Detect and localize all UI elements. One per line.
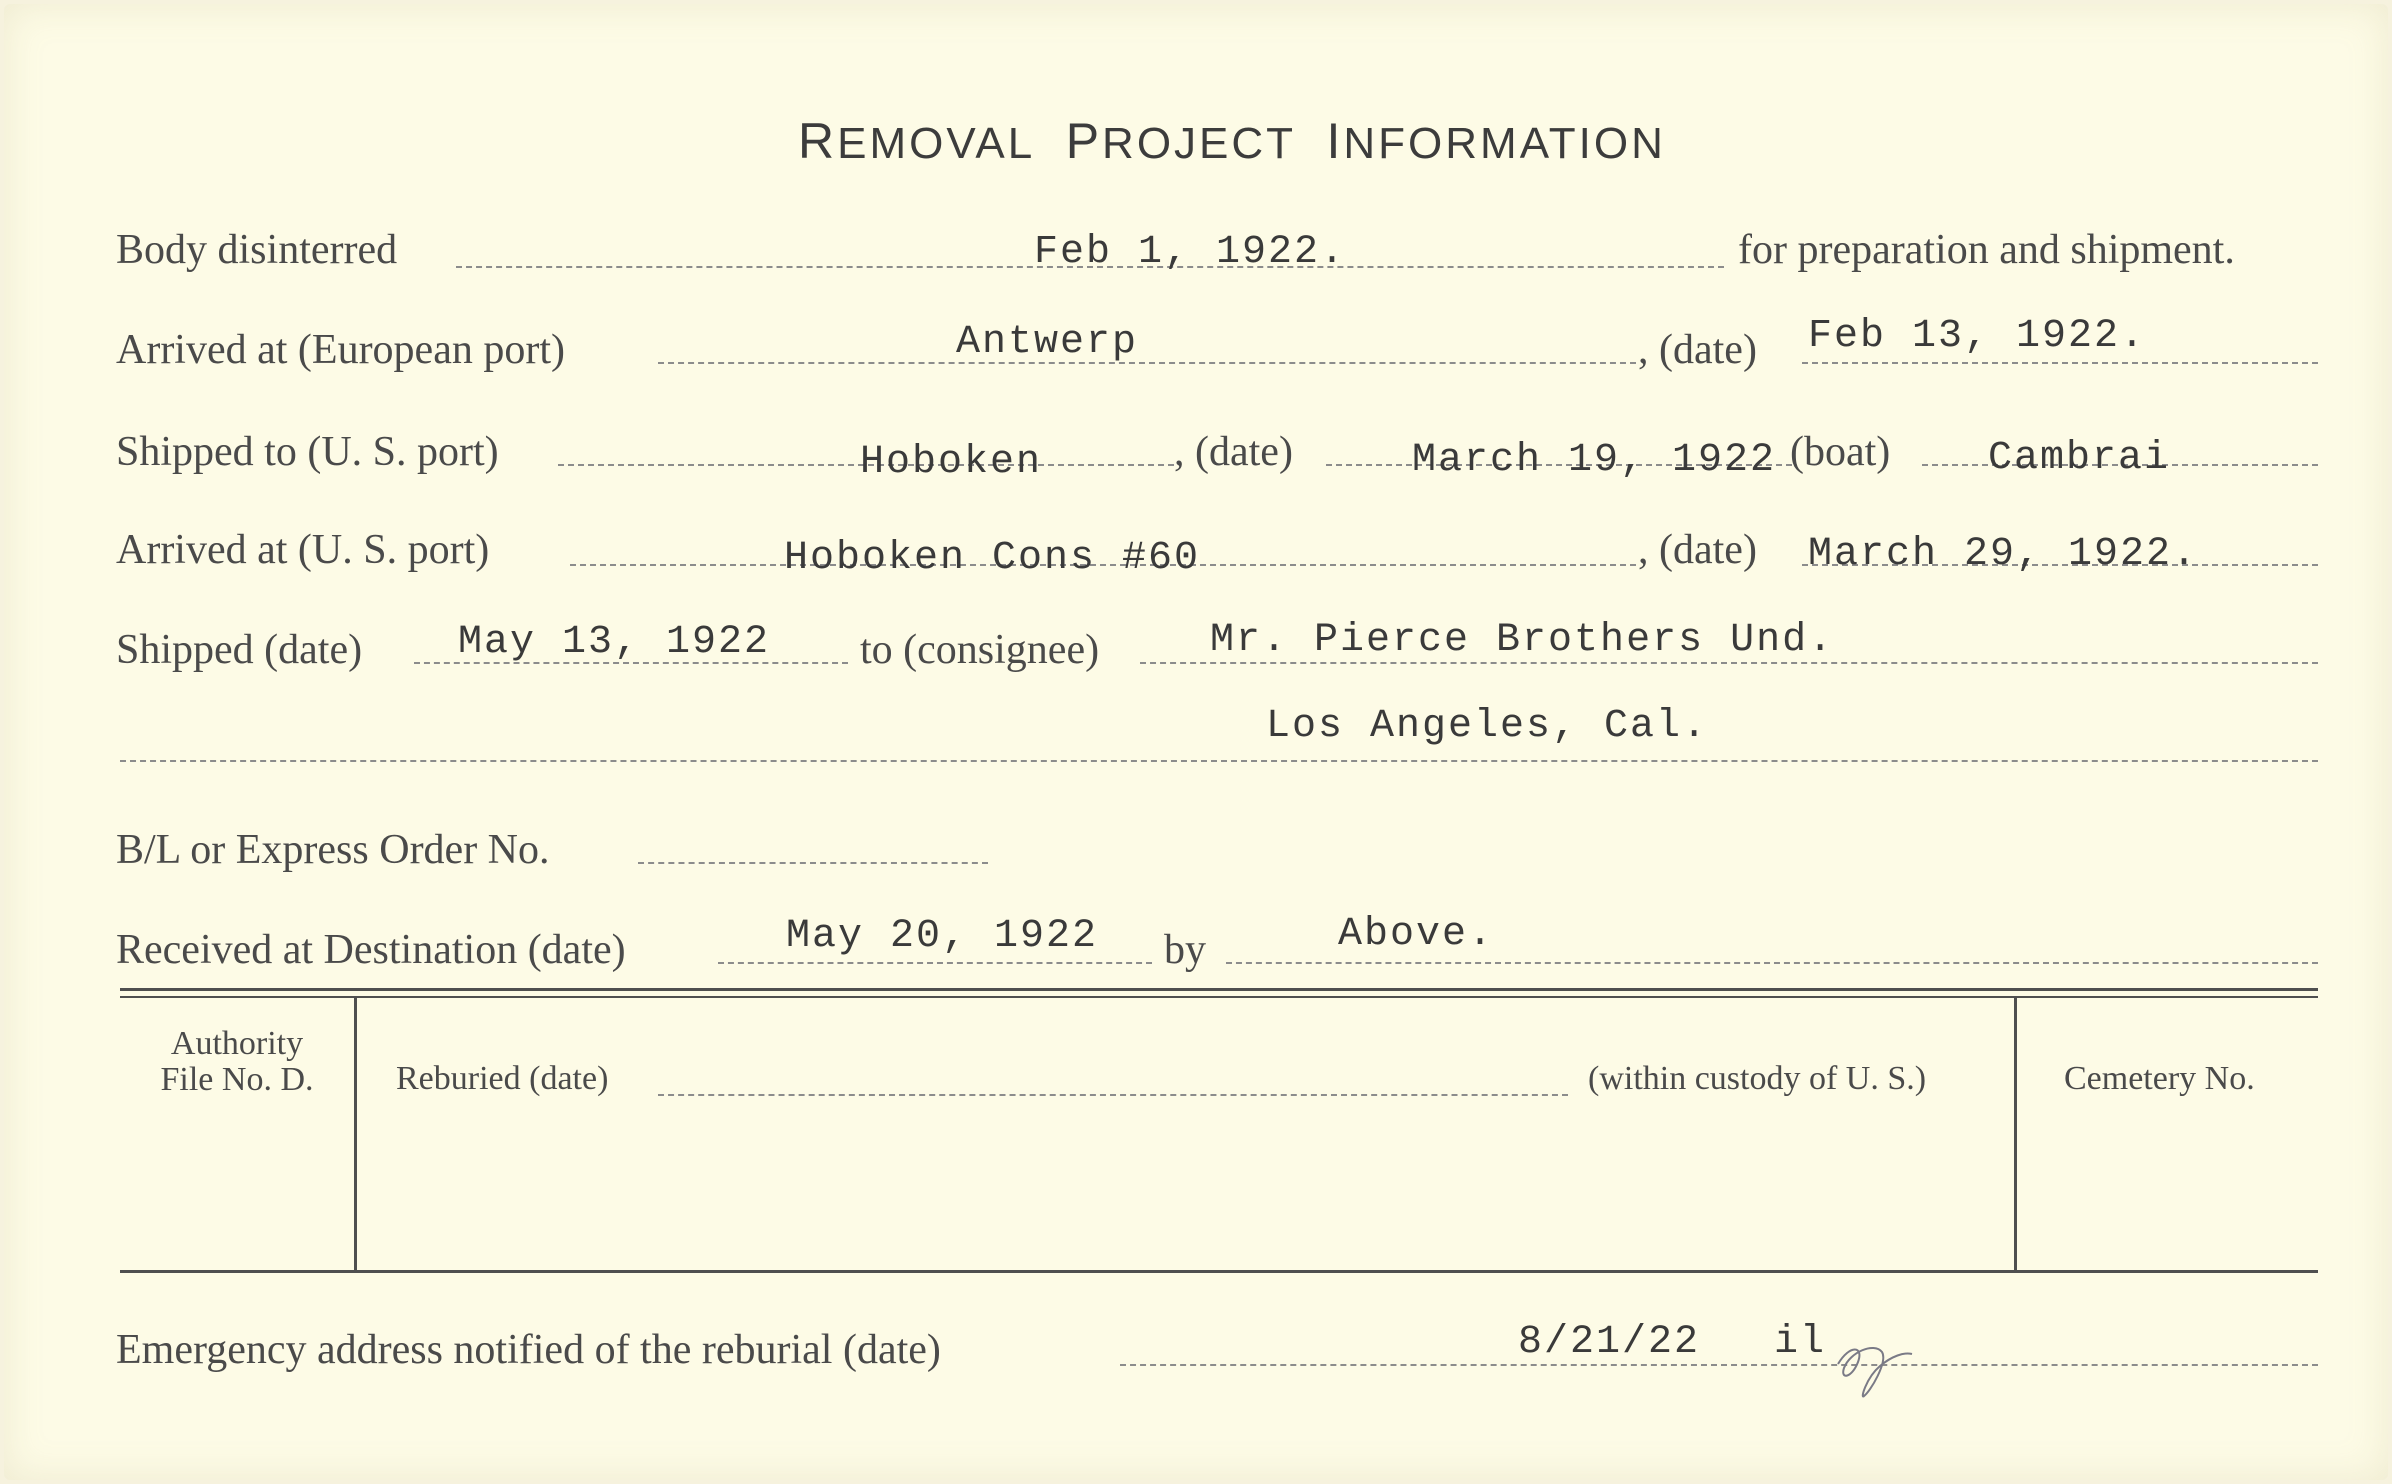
received-by-line [1226, 962, 2318, 964]
shipped-us-date-value: March 19, 1922 [1412, 438, 1777, 483]
shipped-label: Shipped (date) [116, 627, 363, 673]
shipped-us-boat-value: Cambrai [1988, 436, 2171, 481]
disinterred-suffix: for preparation and shipment. [1738, 227, 2235, 273]
received-by-value: Above. [1338, 912, 1495, 957]
shipped-us-boat-label: (boat) [1790, 429, 1891, 475]
euro-port-value: Antwerp [956, 320, 1139, 365]
table-top-rule-2 [120, 996, 2318, 998]
euro-port-date-line [1802, 362, 2318, 364]
emergency-value: 8/21/22 [1518, 1320, 1701, 1365]
disinterred-label: Body disinterred [116, 227, 398, 273]
bl-label: B/L or Express Order No. [116, 827, 550, 873]
shipped-us-value: Hoboken [860, 440, 1043, 485]
bl-line [638, 862, 988, 864]
table-bottom-rule [120, 1270, 2318, 1273]
euro-port-date-value: Feb 13, 1922. [1808, 314, 2147, 359]
received-line [718, 962, 1152, 964]
arrived-us-label: Arrived at (U. S. port) [116, 527, 490, 573]
table-divider-left [354, 998, 357, 1270]
custody-label: (within custody of U. S.) [1588, 1060, 1927, 1097]
table-top-rule [120, 988, 2318, 991]
reburied-label: Reburied (date) [396, 1060, 609, 1097]
received-label: Received at Destination (date) [116, 927, 626, 973]
shipped-us-label: Shipped to (U. S. port) [116, 429, 499, 475]
disinterred-value: Feb 1, 1922. [1034, 230, 1347, 275]
table-divider-right [2014, 998, 2017, 1270]
consignee-label: to (consignee) [860, 627, 1100, 673]
received-by-label: by [1164, 927, 1206, 973]
euro-port-date-label: , (date) [1638, 327, 1757, 373]
euro-port-label: Arrived at (European port) [116, 327, 565, 373]
emergency-line [1120, 1364, 2318, 1366]
reburied-line [658, 1094, 1568, 1096]
shipped-value: May 13, 1922 [458, 620, 771, 665]
emergency-label: Emergency address notified of the reburial (date) [116, 1327, 941, 1373]
emergency-initials: il [1774, 1320, 1827, 1365]
arrived-us-value: Hoboken Cons #60 [784, 536, 1201, 581]
consignee-value: Mr. Pierce Brothers Und. [1210, 618, 1835, 663]
consignee-line2 [120, 760, 2318, 762]
arrived-us-date-value: March 29, 1922. [1808, 532, 2199, 577]
received-value: May 20, 1922 [786, 914, 1099, 959]
euro-port-line [658, 362, 1636, 364]
handwritten-initials-mark [1830, 1322, 1920, 1402]
cemetery-label: Cemetery No. [2064, 1060, 2255, 1097]
consignee-value-line2: Los Angeles, Cal. [1266, 704, 1709, 749]
card-title: REMOVAL PROJECT INFORMATION [798, 113, 1666, 169]
shipped-us-date-label: , (date) [1174, 429, 1293, 475]
record-card [4, 4, 2388, 1480]
arrived-us-date-label: , (date) [1638, 527, 1757, 573]
authority-label: Authority File No. D. [160, 1025, 314, 1098]
